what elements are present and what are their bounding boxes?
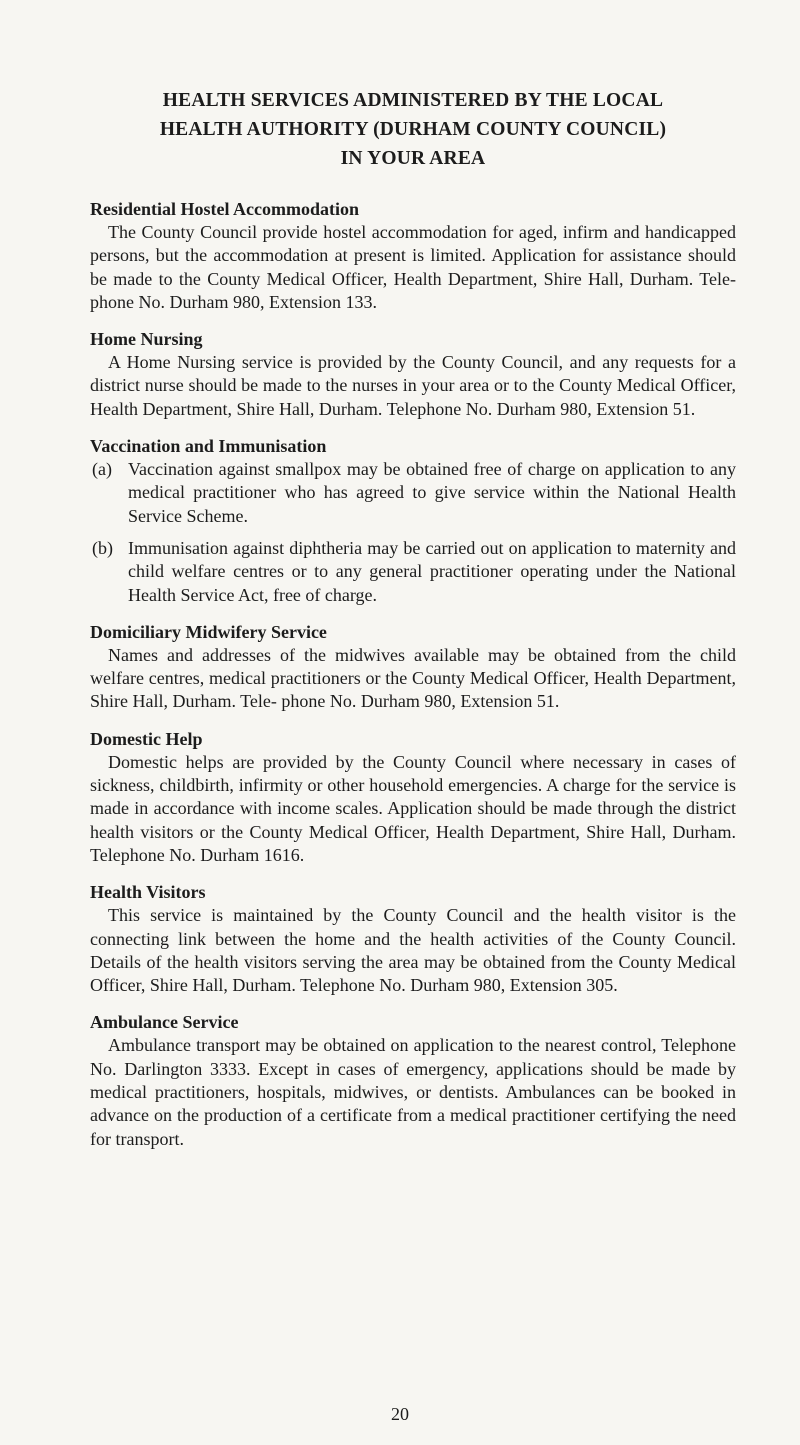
section-home-nursing <box>90 327 736 421</box>
list-item-text: Vaccination against smallpox may be obtained free of charge on application to any medical practitioner who has agreed to give service within the National Health Service Scheme. <box>128 459 736 526</box>
section-body: This service is maintained by the County Council and the health visitor is the connecting link between the home and the health activities of the County Council. Details of the health visitors serving the area may be obtained from the County Medical Officer, Shire Hall, Durham. Telephone No. Durham 980, Extension 305. <box>90 905 736 996</box>
page-number: 20 <box>391 1404 409 1424</box>
title-line-2: HEALTH AUTHORITY (DURHAM COUNTY COUNCIL) <box>159 119 667 140</box>
section-midwifery <box>90 620 736 714</box>
title-line-3: IN YOUR AREA <box>340 148 486 169</box>
section-body: Ambulance transport may be obtained on application to the nearest control, Telephone No. Darlington 3333. Except in cases of emergency, applications should be made by medical practitioners, hospitals, midwives, or dentists. Ambulances can be booked in advance on the production of a certificate from a medical practitioner certifying the need for transport. <box>90 1035 736 1149</box>
page-title <box>90 86 736 173</box>
list-item <box>90 458 736 528</box>
section-body: The County Council provide hostel accommodation for aged, infirm and handicapped persons, but the accommodation at present is limited. Application for assistance should be made to the County Medical Officer, Health Department, Shire Hall, Durham. Tele- phone No. Durham 980, Extension 133. <box>90 222 736 312</box>
list-item-text: Immunisation against diphtheria may be carried out on application to maternity and child welfare centres or to any general practitioner operating under the National Health Service Act, free of charge. <box>128 537 736 605</box>
section-health-visitors <box>90 880 736 997</box>
section-body: A Home Nursing service is provided by the County Council, and any requests for a district nurse should be made to the nurses in your area or to the County Medical Officer, Health Department, Shire Hall, Durham. Telephone No. Durham 980, Extension 51. <box>90 352 736 419</box>
section-heading: Health Visitors <box>90 882 206 903</box>
section-body: Names and addresses of the midwives available may be obtained from the child welfare centres, medical practitioners or the County Medical Officer, Health Department, Shire Hall, Durham. Tele- phone No. Durham 980, Extension 51. <box>90 644 736 712</box>
section-heading: Ambulance Service <box>90 1012 239 1033</box>
document-page <box>90 86 736 1164</box>
list-marker: (a) <box>92 459 112 480</box>
list-item <box>90 537 736 607</box>
section-heading: Domiciliary Midwifery Service <box>90 621 327 642</box>
title-line-1: HEALTH SERVICES ADMINISTERED BY THE LOCAL <box>162 90 664 111</box>
section-vaccination <box>90 434 736 607</box>
section-heading: Vaccination and Immunisation <box>90 436 327 457</box>
section-ambulance <box>90 1010 736 1150</box>
section-heading: Home Nursing <box>90 329 203 350</box>
vaccination-list <box>90 458 736 607</box>
section-heading: Residential Hostel Accommodation <box>90 199 359 219</box>
section-heading: Domestic Help <box>90 728 203 749</box>
list-marker: (b) <box>92 537 113 558</box>
section-body: Domestic helps are provided by the County Council where necessary in cases of sickness, childbirth, infirmity or other household emergencies. A charge for the service is made in accordance with income scales. Application should be made through the district health visitors or the County Medical Officer, Health Department, Shire Hall, Durham. Telephone No. Durham 1616. <box>90 751 736 865</box>
section-residential-hostel <box>90 197 736 314</box>
section-domestic-help <box>90 727 736 867</box>
